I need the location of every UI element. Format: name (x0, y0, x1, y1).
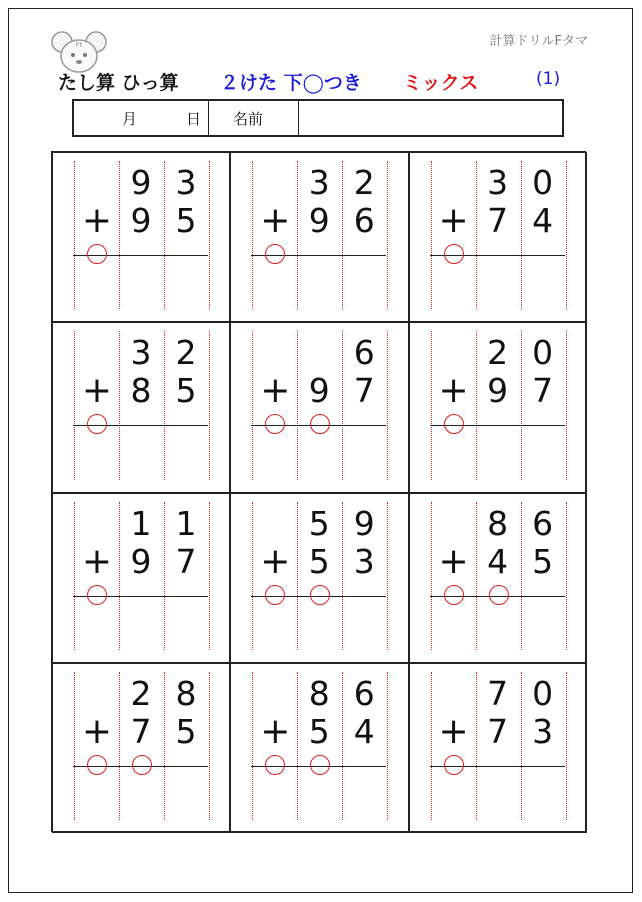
bottom-ones-digit: 3 (532, 711, 554, 751)
plus-operator: + (438, 710, 469, 752)
plus-operator: + (438, 370, 469, 412)
answer-area[interactable] (253, 770, 387, 822)
bottom-tens-digit: 4 (487, 541, 509, 581)
plus-operator: + (81, 200, 113, 241)
top-tens-digit: 7 (487, 673, 509, 713)
problem-cell (230, 493, 408, 663)
column-guide-line (387, 502, 388, 650)
column-guide-line (209, 502, 210, 650)
brand-label: 計算ドリルFタマ (489, 34, 588, 49)
top-ones-digit: 0 (532, 673, 554, 713)
answer-area[interactable] (253, 600, 387, 652)
name-label-cell (209, 101, 299, 135)
bottom-ones-digit: 7 (532, 371, 554, 411)
bottom-tens-digit: 9 (487, 371, 509, 411)
plus-operator: + (81, 710, 113, 752)
title-part-type: ２けた 下◯つき (220, 72, 362, 94)
logo-text: Ft (75, 41, 83, 49)
column-guide-line (209, 161, 210, 309)
top-ones-digit: 2 (353, 163, 375, 202)
plus-operator: + (438, 540, 469, 582)
problem-cell (409, 663, 587, 833)
bottom-ones-digit: 5 (175, 711, 197, 751)
problem-grid (51, 151, 586, 832)
top-tens-digit: 1 (130, 503, 152, 543)
column-guide-line (387, 331, 388, 479)
name-label: 名前 (233, 110, 264, 128)
top-tens-digit: 3 (487, 163, 509, 202)
problem-cell (409, 152, 587, 322)
column-guide-line (209, 331, 210, 479)
problem-cell (52, 663, 230, 833)
bottom-tens-digit: 7 (130, 711, 152, 751)
bottom-ones-digit: 4 (353, 711, 375, 751)
sheet-number: (1) (536, 69, 561, 89)
top-tens-digit: 2 (487, 333, 509, 373)
answer-area[interactable] (432, 259, 566, 311)
bottom-tens-digit: 5 (308, 711, 330, 751)
answer-area[interactable] (75, 259, 209, 311)
top-ones-digit: 6 (353, 333, 375, 373)
worksheet-title (58, 68, 578, 98)
problem-cell (230, 152, 408, 322)
plus-operator: + (260, 200, 291, 241)
title-part-operation: たし算 ひっ算 (58, 72, 179, 94)
plus-operator: + (438, 200, 469, 241)
answer-area[interactable] (75, 600, 209, 652)
top-ones-digit: 6 (532, 503, 554, 543)
column-guide-line (387, 672, 388, 820)
month-label: 月 (122, 110, 138, 128)
answer-area[interactable] (253, 429, 387, 481)
top-ones-digit: 2 (175, 333, 197, 373)
bottom-tens-digit: 8 (130, 371, 152, 411)
answer-area[interactable] (253, 259, 387, 311)
top-ones-digit: 6 (353, 673, 375, 713)
problem-cell (52, 152, 230, 322)
bottom-tens-digit: 7 (487, 201, 509, 240)
bottom-ones-digit: 6 (353, 201, 375, 240)
plus-operator: + (81, 370, 113, 412)
bottom-ones-digit: 5 (175, 371, 197, 411)
top-ones-digit: 9 (353, 503, 375, 543)
bottom-tens-digit: 9 (130, 541, 152, 581)
top-tens-digit: 3 (130, 333, 152, 373)
bottom-ones-digit: 7 (175, 541, 197, 581)
bottom-tens-digit: 5 (308, 541, 330, 581)
bottom-tens-digit: 9 (308, 371, 330, 411)
problem-cell (409, 322, 587, 492)
top-ones-digit: 3 (175, 163, 197, 202)
bottom-ones-digit: 5 (532, 541, 554, 581)
column-guide-line (566, 672, 567, 820)
plus-operator: + (260, 710, 291, 752)
answer-area[interactable] (432, 429, 566, 481)
top-tens-digit: 2 (130, 673, 152, 713)
column-guide-line (387, 161, 388, 309)
top-tens-digit: 8 (487, 503, 509, 543)
name-input-field[interactable] (299, 101, 562, 135)
problem-cell (409, 493, 587, 663)
answer-area[interactable] (75, 770, 209, 822)
column-guide-line (566, 331, 567, 479)
problem-cell (52, 493, 230, 663)
problem-cell (230, 663, 408, 833)
problem-cell (52, 322, 230, 492)
top-ones-digit: 0 (532, 163, 554, 202)
top-ones-digit: 0 (532, 333, 554, 373)
bottom-tens-digit: 9 (130, 201, 152, 240)
top-ones-digit: 1 (175, 503, 197, 543)
plus-operator: + (260, 540, 291, 582)
day-label: 日 (186, 110, 202, 128)
problem-cell (230, 322, 408, 492)
top-tens-digit: 8 (308, 673, 330, 713)
bottom-tens-digit: 7 (487, 711, 509, 751)
top-ones-digit: 8 (175, 673, 197, 713)
column-guide-line (566, 161, 567, 309)
date-name-box (72, 99, 564, 137)
top-tens-digit: 5 (308, 503, 330, 543)
plus-operator: + (260, 370, 291, 412)
bottom-ones-digit: 4 (532, 201, 554, 240)
bottom-tens-digit: 9 (308, 201, 330, 240)
column-guide-line (566, 502, 567, 650)
title-part-mix: ミックス (403, 72, 479, 94)
top-tens-digit: 3 (308, 163, 330, 202)
plus-operator: + (81, 540, 113, 582)
answer-area[interactable] (432, 600, 566, 652)
top-tens-digit: 9 (130, 163, 152, 202)
bottom-ones-digit: 7 (353, 371, 375, 411)
bottom-ones-digit: 5 (175, 201, 197, 240)
bottom-ones-digit: 3 (353, 541, 375, 581)
date-cell (74, 101, 209, 135)
column-guide-line (209, 672, 210, 820)
answer-area[interactable] (432, 770, 566, 822)
answer-area[interactable] (75, 429, 209, 481)
